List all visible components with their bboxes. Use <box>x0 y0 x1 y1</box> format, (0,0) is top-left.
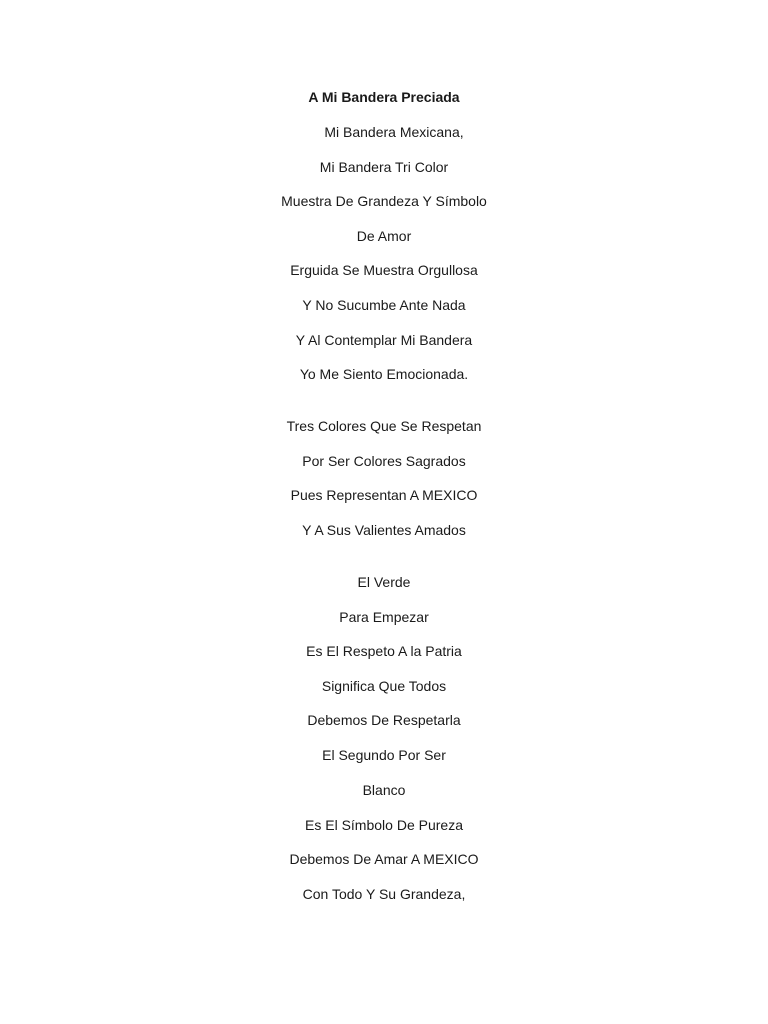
poem-line: Y No Sucumbe Ante Nada <box>302 297 466 313</box>
poem-line: Debemos De Respetarla <box>307 712 461 728</box>
poem-line: Por Ser Colores Sagrados <box>302 453 466 469</box>
poem-line: Y A Sus Valientes Amados <box>302 522 466 538</box>
poem-line: Erguida Se Muestra Orgullosa <box>290 262 478 278</box>
poem-line: Tres Colores Que Se Respetan <box>286 418 482 434</box>
poem-line: Yo Me Siento Emocionada. <box>299 366 469 382</box>
poem-line: Es El Símbolo De Pureza <box>305 817 463 833</box>
poem-line: Con Todo Y Su Grandeza, <box>302 886 466 902</box>
poem-title: A Mi Bandera Preciada <box>308 89 460 105</box>
poem-line: Y Al Contemplar Mi Bandera <box>295 332 473 348</box>
poem-line: Mi Bandera Mexicana, <box>324 124 464 140</box>
poem-line: El Verde <box>357 574 411 590</box>
poem-line: Blanco <box>362 782 406 798</box>
poem-line: Muestra De Grandeza Y Símbolo <box>281 193 487 209</box>
poem-line: Pues Representan A MEXICO <box>290 487 478 503</box>
poem-line: Para Empezar <box>339 609 429 625</box>
poem-line: Debemos De Amar A MEXICO <box>289 851 479 867</box>
poem-line: El Segundo Por Ser <box>322 747 446 763</box>
poem-line: Significa Que Todos <box>321 678 447 694</box>
poem-line: Mi Bandera Tri Color <box>319 159 449 175</box>
poem-line: Es El Respeto A la Patria <box>306 643 462 659</box>
poem-line: De Amor <box>356 228 412 244</box>
